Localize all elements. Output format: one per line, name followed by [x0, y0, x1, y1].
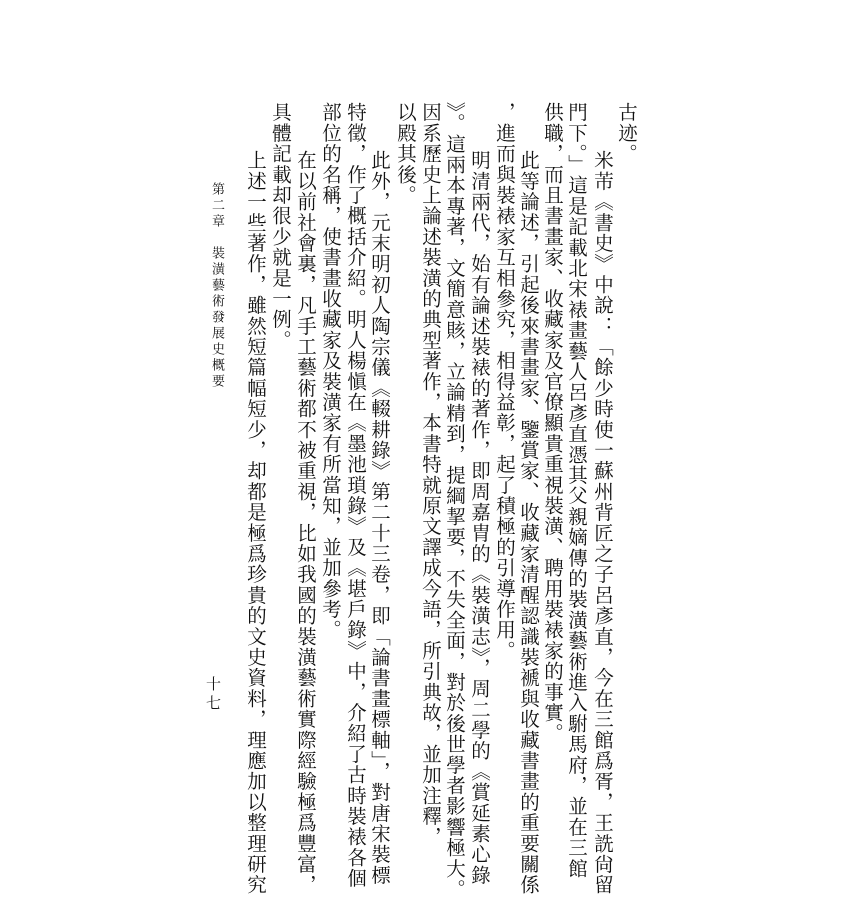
text-column: 古迹。 [615, 102, 638, 165]
text-column: 在以前社會裏，凡手工藝術都不被重視，比如我國的裝潢藝術實際經驗極爲豐富， [294, 150, 317, 896]
text-column: 因系歷史上論述裝潢的典型著作，本書特就原文譯成今語，所引典故，並加注釋， [419, 102, 442, 848]
text-column: 此等論述，引起後來書畫家、鑒賞家、收藏家清醒認識裝褫與收藏書畫的重要關係 [517, 150, 540, 896]
text-column: 》。這兩本專著，文簡意賅，立論精到，提綱挈要，不失全面，對於後世學者影響極大。 [443, 102, 466, 900]
text-column: 特徵，作了概括介紹。明人楊愼在《墨池瑣錄》及《堪戶錄》中，介紹了古時裝裱各個 [344, 102, 367, 889]
text-column: 具體記載却很少就是一例。 [269, 102, 292, 351]
text-column: 米芾《書史》中說：「餘少時使一蘇州背匠之子呂彥直，今在三館爲胥，王詵尙留 [591, 150, 614, 896]
page-number: 十七 [204, 676, 222, 714]
text-column: 上述一些著作，雖然短篇幅短少，却都是極爲珍貴的文史資料，理應加以整理研究 [244, 150, 267, 896]
text-column: 以殿其後。 [394, 102, 417, 206]
text-column: 部位的名稱，使書畫收藏家及裝潢家有所當知，並加參考。 [319, 102, 342, 641]
text-column: 明清兩代，始有論述裝裱的著作，即周嘉胄的《裝潢志》，周二學的《賞延素心錄 [468, 150, 491, 886]
text-column: 門下。」這是記載北宋裱畫藝人呂彥直憑其父親嫡傳的裝潢藝術進入駙馬府，並在三館 [565, 102, 588, 879]
running-head: 第二章 裝潢藝術發展史概要 [209, 182, 224, 390]
text-column: 供職，而且書畫家、收藏家及官僚顯貴重視裝潢、聘用裝裱家的事實。 [541, 102, 564, 744]
text-column: 此外，元末明初人陶宗儀《輟耕錄》第二十三卷，即「論書畫標軸」，對唐宋裝標 [368, 150, 391, 886]
text-column: ，進而與裝裱家互相參究，相得益彰，起了積極的引導作用。 [493, 102, 516, 661]
